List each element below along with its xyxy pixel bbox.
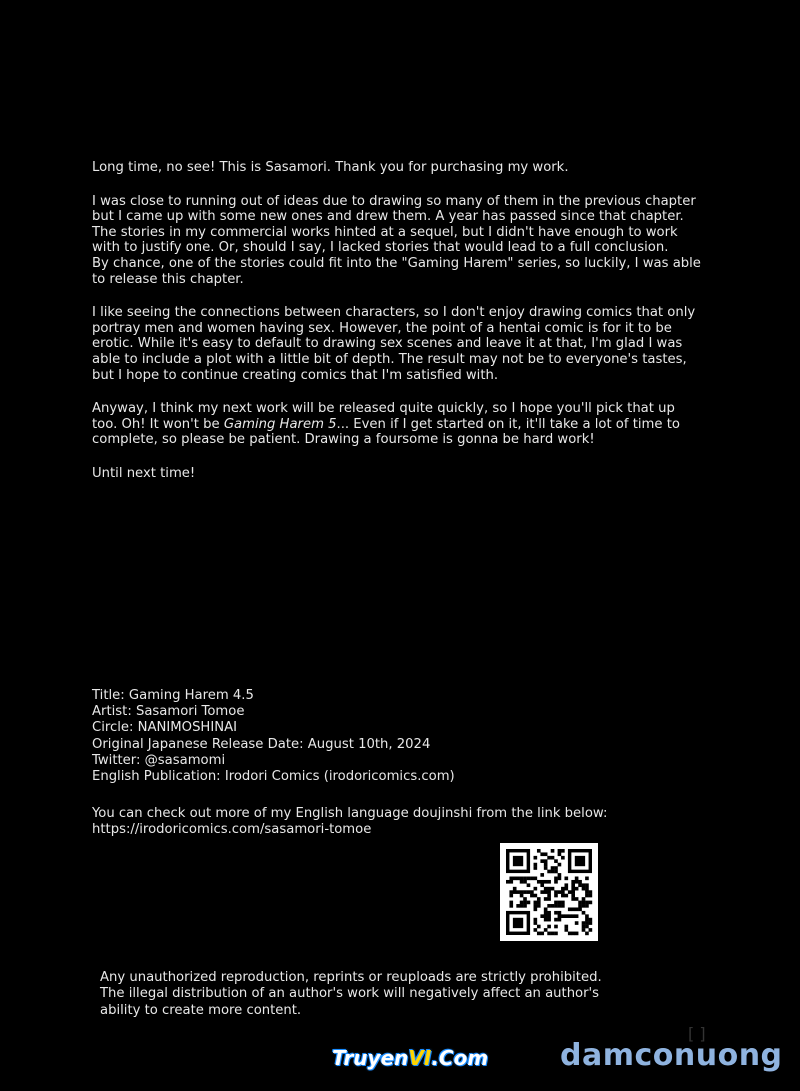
- legal-line-2: The illegal distribution of an author's work will negatively affect an author's: [100, 986, 600, 1002]
- legal-line-1: Any unauthorized reproduction, reprints or reuploads are strictly prohibited.: [100, 970, 602, 985]
- afterword-paragraph-1: Long time, no see! This is Sasamori. Thank you for purchasing my work.: [92, 160, 569, 175]
- legal-line-3: ability to create more content.: [100, 1002, 302, 1018]
- afterword-paragraph-2b: By chance, one of the stories could fit into the "Gaming Harem" series, so luckily, I was able to release this chapter.: [92, 255, 701, 287]
- more-works-url[interactable]: https://irodoricomics.com/sasamori-tomoe: [92, 822, 372, 838]
- credit-release-date: Original Japanese Release Date: August 10th, 2024: [92, 736, 431, 752]
- more-works-block: [92, 806, 607, 838]
- afterword-paragraph-4: Anyway, I think my next work will be released quite quickly, so I hope you'll pick that up too. Oh! It won't be Gaming Harem 5... Even if I get started on it, it'll take a lot of time to complete, so please be patient. Drawing a foursome is gonna be hard work!: [92, 401, 680, 448]
- qr-code-graphic: [500, 843, 598, 941]
- credit-twitter: Twitter: @sasamomi: [92, 752, 226, 768]
- credit-title: Title: Gaming Harem 4.5: [92, 688, 254, 703]
- truyenvi-watermark: TruyenVI.Com: [332, 1046, 489, 1070]
- credits-block: [92, 688, 455, 785]
- afterword-paragraph-5: Until next time!: [92, 465, 196, 481]
- credit-circle: Circle: NANIMOSHINAI: [92, 720, 238, 736]
- damconuong-watermark: damconuong: [560, 1038, 783, 1073]
- faint-mark: [ ]: [688, 1024, 706, 1043]
- afterword-text: [92, 160, 702, 500]
- credit-artist: Artist: Sasamori Tomoe: [92, 704, 245, 720]
- qr-code-icon[interactable]: [500, 843, 598, 941]
- afterword-paragraph-3: I like seeing the connections between characters, so I don't enjoy drawing comics that only portray men and women having sex. However, the point of a hentai comic is for it to be erotic. While it's easy to default to drawing sex scenes and leave it at that, I'm glad I was able to include a plot with a little bit of depth. The result may not be to everyone's tastes, but I hope to continue creating comics that I'm satisfied with.: [92, 305, 696, 383]
- afterword-paragraph-2: I was close to running out of ideas due to drawing so many of them in the previous chapter but I came up with some new ones and drew them. A year has passed since that chapter. The stories in my commercial works hinted at a sequel, but I didn't have enough to work with to justify one. Or, should I say, I lacked stories that would lead to a full conclusion.: [92, 193, 696, 256]
- legal-notice: [100, 970, 620, 1019]
- credit-publication: English Publication: Irodori Comics (irodoricomics.com): [92, 769, 455, 785]
- series-title-italic: Gaming Harem 5: [223, 416, 337, 432]
- more-works-text: You can check out more of my English language doujinshi from the link below:: [92, 806, 608, 821]
